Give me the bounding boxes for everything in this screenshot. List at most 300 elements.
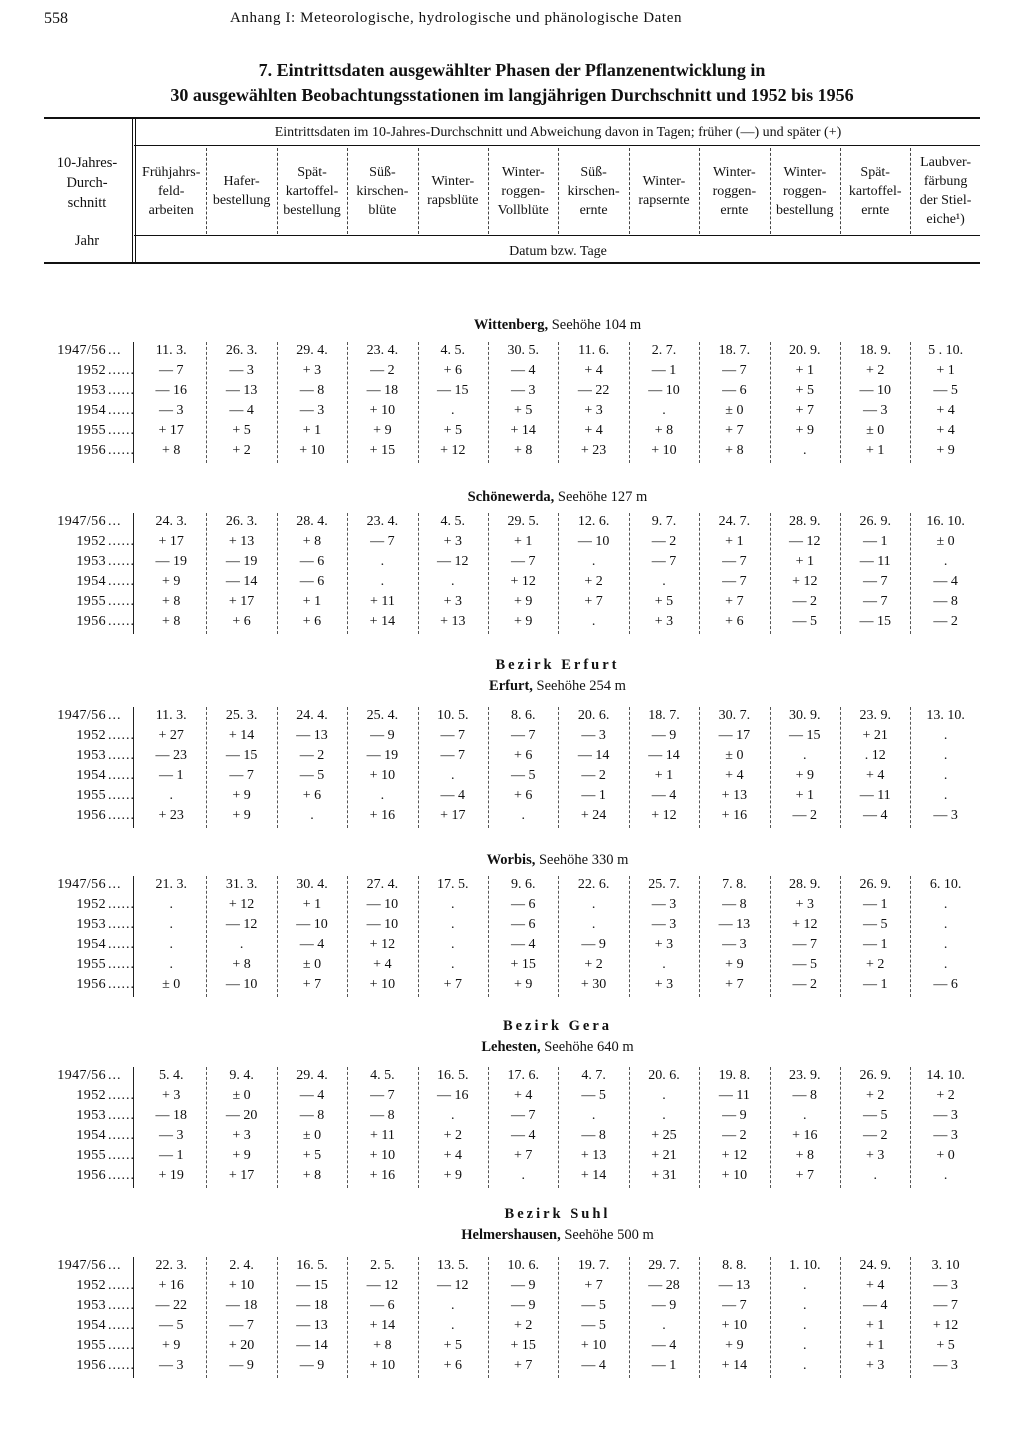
row-leader-dots: ...: [108, 708, 122, 723]
page-number: 558: [44, 10, 68, 27]
table-cell: — 19: [225, 553, 258, 569]
table-cell: + 2: [584, 573, 603, 589]
table-row: [44, 977, 980, 997]
table-row: [44, 728, 980, 748]
table-cell: — 8: [581, 1127, 606, 1143]
table-cell: .: [662, 573, 666, 589]
table-cell: 8. 8.: [722, 1258, 747, 1273]
row-leader-dots: ......: [108, 976, 135, 992]
table-row: [44, 708, 980, 728]
table-cell: 5. 4.: [158, 1068, 184, 1083]
station-elevation: Seehöhe 640 m: [544, 1039, 634, 1055]
table-cell: — 4: [299, 936, 325, 952]
row-year: 1955: [76, 956, 106, 972]
table-cell: .: [521, 1167, 525, 1183]
table-cell: — 15: [789, 727, 821, 743]
column-header-line: Süß-: [369, 164, 396, 180]
table-cell: — 2: [862, 1127, 888, 1143]
row-year: 1952: [76, 362, 106, 378]
table-cell: .: [803, 1337, 807, 1353]
table-cell: — 22: [155, 1297, 187, 1313]
table-cell: — 6: [722, 382, 747, 398]
table-cell: + 8: [161, 613, 181, 629]
column-header-line: Hafer-: [223, 174, 260, 189]
table-cell: + 5: [936, 1337, 955, 1353]
table-cell: + 6: [443, 1357, 462, 1373]
column-header: [347, 148, 417, 234]
table-row: [44, 403, 980, 423]
table-cell: + 10: [299, 442, 325, 458]
table-cell: — 2: [933, 613, 958, 629]
table-cell: — 1: [862, 976, 888, 992]
table-cell: + 2: [513, 1317, 533, 1333]
table-cell: — 12: [437, 1277, 469, 1293]
row-year: 1953: [76, 382, 106, 398]
row-leader-dots: ......: [108, 362, 135, 378]
table-cell: + 12: [932, 1317, 959, 1333]
column-header: [206, 148, 276, 234]
table-cell: + 0: [936, 1147, 955, 1163]
station-heading: [135, 1206, 980, 1244]
table-header: [44, 117, 980, 267]
table-cell: 23. 4.: [366, 343, 399, 358]
table-cell: .: [380, 573, 385, 589]
column-header: [558, 148, 628, 234]
table-cell: — 2: [299, 747, 325, 763]
column-divider: [699, 148, 700, 234]
column-header-line: ernte: [579, 202, 608, 218]
column-divider: [629, 148, 630, 234]
table-cell: + 1: [302, 896, 322, 912]
table-cell: — 5: [510, 767, 536, 783]
row-leader-dots: ......: [108, 767, 135, 783]
table-cell: — 9: [299, 1357, 325, 1373]
column-header-line: roggen-: [501, 183, 545, 199]
table-row: [44, 343, 980, 363]
row-year: 1947/56: [57, 877, 106, 892]
table-cell: + 9: [795, 767, 814, 783]
table-cell: — 4: [651, 1337, 677, 1353]
table-cell: ± 0: [162, 976, 181, 992]
table-cell: — 7: [862, 593, 888, 609]
table-cell: 24. 3.: [155, 514, 187, 529]
row-year: 1952: [76, 1277, 106, 1293]
table-cell: — 4: [299, 1087, 325, 1103]
column-divider: [910, 148, 911, 234]
table-cell: .: [943, 747, 948, 763]
table-cell: + 6: [302, 613, 322, 629]
table-cell: 9. 4.: [229, 1068, 254, 1083]
table-cell: .: [451, 956, 455, 972]
table-cell: ± 0: [936, 533, 955, 549]
table-cell: + 8: [654, 422, 674, 438]
table-cell: + 1: [865, 1317, 885, 1333]
table-cell: 24. 7.: [718, 514, 751, 529]
stub-divider: [132, 117, 133, 264]
table-cell: — 4: [229, 402, 254, 418]
table-cell: — 3: [933, 1107, 958, 1123]
table-cell: .: [451, 896, 455, 912]
table-cell: + 17: [158, 533, 184, 549]
table-cell: — 5: [581, 1317, 606, 1333]
table-cell: 29. 7.: [648, 1258, 680, 1273]
table-cell: .: [943, 1167, 948, 1183]
table-cell: — 7: [510, 727, 536, 743]
table-cell: .: [169, 787, 173, 803]
table-cell: — 8: [933, 593, 958, 609]
table-cell: + 7: [584, 593, 603, 609]
column-header-line: Spät-: [297, 164, 327, 180]
table-cell: — 5: [792, 956, 818, 972]
column-header-line: kartoffel-: [848, 183, 902, 199]
row-year: 1952: [76, 1087, 106, 1103]
station-elevation: Seehöhe 254 m: [536, 678, 626, 694]
column-divider: [558, 148, 559, 234]
table-cell: — 7: [510, 1107, 536, 1123]
table-cell: — 3: [862, 402, 888, 418]
table-cell: — 5: [933, 382, 958, 398]
table-cell: + 19: [158, 1167, 184, 1183]
table-row: [44, 1128, 980, 1148]
column-header-line: kirschen-: [567, 183, 620, 199]
table-cell: — 3: [581, 727, 606, 743]
table-cell: — 4: [862, 807, 888, 823]
table-row: [44, 748, 980, 768]
table-cell: — 5: [862, 1107, 888, 1123]
table-cell: + 1: [654, 767, 674, 783]
row-year: 1954: [76, 1317, 106, 1333]
table-cell: — 11: [859, 553, 891, 569]
table-cell: 13. 5.: [437, 1258, 469, 1273]
table-cell: .: [380, 553, 385, 569]
table-cell: .: [591, 1107, 596, 1123]
table-cell: — 2: [581, 767, 606, 783]
table-cell: — 20: [225, 1107, 258, 1123]
table-cell: — 8: [299, 382, 325, 398]
table-cell: 17. 5.: [437, 877, 469, 892]
column-header-line: bestellung: [776, 202, 834, 218]
table-cell: — 13: [296, 1317, 328, 1333]
row-leader-dots: ......: [108, 613, 135, 629]
station-name: Wittenberg,: [473, 317, 549, 333]
table-cell: — 12: [437, 553, 469, 569]
column-header-line: Winter-: [501, 164, 545, 180]
table-cell: + 21: [862, 727, 888, 743]
table-cell: — 3: [933, 1127, 958, 1143]
table-row: [44, 1338, 980, 1358]
row-year: 1953: [76, 916, 106, 932]
table-cell: 19. 7.: [577, 1258, 610, 1273]
table-cell: — 7: [229, 767, 254, 783]
table-cell: — 14: [225, 573, 258, 589]
table-cell: — 5: [792, 613, 818, 629]
table-cell: + 10: [369, 402, 396, 418]
column-header-line: rapsblüte: [427, 193, 479, 208]
table-cell: + 6: [232, 613, 251, 629]
station-heading: [135, 852, 980, 869]
table-row: [44, 514, 980, 534]
table-cell: + 25: [651, 1127, 677, 1143]
table-row: [44, 937, 980, 957]
table-cell: — 7: [158, 362, 184, 378]
table-cell: — 17: [718, 727, 751, 743]
column-header-line: Süß-: [580, 164, 607, 180]
table-cell: .: [943, 916, 948, 932]
table-cell: 28. 9.: [789, 514, 821, 529]
table-cell: — 7: [722, 553, 747, 569]
table-cell: + 16: [158, 1277, 184, 1293]
table-row: [44, 1278, 980, 1298]
table-cell: + 4: [584, 362, 603, 378]
table-cell: — 6: [299, 573, 325, 589]
column-header: [418, 148, 488, 234]
row-leader-dots: ...: [108, 514, 122, 529]
table-cell: + 9: [936, 442, 955, 458]
bezirk-heading: Bezirk Gera: [502, 1018, 613, 1034]
table-cell: + 3: [232, 1127, 251, 1143]
table-cell: 24. 4.: [296, 708, 328, 723]
column-header-line: Laubver-: [920, 155, 972, 170]
table-cell: + 14: [369, 1317, 396, 1333]
table-cell: + 9: [513, 976, 533, 992]
station-name: Lehesten,: [481, 1039, 541, 1055]
table-cell: + 9: [232, 787, 251, 803]
row-year: 1947/56: [57, 1068, 106, 1083]
table-cell: .: [943, 956, 948, 972]
table-cell: — 14: [577, 747, 610, 763]
table-cell: — 2: [792, 593, 818, 609]
table-row: [44, 1298, 980, 1318]
table-cell: + 5: [302, 1147, 322, 1163]
row-leader-dots: ......: [108, 553, 135, 569]
table-cell: .: [169, 916, 173, 932]
table-cell: + 3: [865, 1357, 885, 1373]
table-cell: 4. 5.: [440, 343, 466, 358]
row-year: 1954: [76, 573, 106, 589]
row-leader-dots: ......: [108, 1147, 135, 1163]
table-cell: — 15: [859, 613, 891, 629]
table-cell: — 9: [229, 1357, 254, 1373]
table-row: [44, 1088, 980, 1108]
table-cell: — 1: [158, 1147, 184, 1163]
table-cell: + 31: [651, 1167, 677, 1183]
table-cell: + 17: [440, 807, 466, 823]
table-cell: — 10: [366, 896, 399, 912]
table-cell: — 14: [296, 1337, 328, 1353]
column-header-line: Vollblüte: [497, 202, 549, 218]
table-cell: — 18: [296, 1297, 328, 1313]
station-heading: [135, 1018, 980, 1056]
row-leader-dots: ......: [108, 1107, 135, 1123]
table-cell: 9. 7.: [651, 514, 677, 529]
table-cell: — 28: [648, 1277, 680, 1293]
table-cell: + 3: [654, 613, 674, 629]
table-cell: .: [662, 1087, 666, 1103]
table-cell: + 17: [158, 422, 184, 438]
table-cell: + 1: [302, 593, 322, 609]
row-year: 1956: [76, 1167, 106, 1183]
table-cell: + 11: [369, 1127, 395, 1143]
table-cell: + 1: [865, 442, 885, 458]
table-cell: — 6: [933, 976, 958, 992]
table-cell: — 19: [366, 747, 399, 763]
table-cell: + 10: [721, 1167, 748, 1183]
row-leader-dots: ...: [108, 343, 122, 358]
row-leader-dots: ......: [108, 1127, 135, 1143]
table-cell: 20. 6.: [577, 708, 610, 723]
table-cell: — 14: [648, 747, 680, 763]
row-year: 1952: [76, 727, 106, 743]
row-leader-dots: ......: [108, 807, 135, 823]
table-cell: — 1: [581, 787, 606, 803]
row-leader-dots: ...: [108, 877, 122, 892]
table-cell: 18. 7.: [648, 708, 680, 723]
table-cell: ± 0: [725, 402, 744, 418]
row-leader-dots: ......: [108, 727, 135, 743]
table-cell: + 1: [302, 422, 322, 438]
row-leader-dots: ......: [108, 747, 135, 763]
table-cell: — 7: [440, 747, 466, 763]
table-cell: — 7: [862, 573, 888, 589]
table-cell: + 3: [795, 896, 814, 912]
table-cell: .: [239, 936, 244, 952]
table-cell: 25. 3.: [225, 708, 258, 723]
table-cell: 5 . 10.: [928, 343, 964, 358]
column-header-line: ernte: [720, 202, 749, 218]
column-divider: [418, 148, 419, 234]
table-cell: + 9: [795, 422, 814, 438]
row-leader-dots: ......: [108, 787, 135, 803]
table-cell: + 8: [513, 442, 533, 458]
table-row: [44, 808, 980, 828]
row-year: 1955: [76, 1147, 106, 1163]
stub-head-line-1: 10-Jahres-: [56, 155, 118, 171]
table-cell: 20. 6.: [648, 1068, 680, 1083]
station-line: [474, 317, 641, 333]
table-cell: + 4: [373, 956, 392, 972]
table-cell: + 15: [510, 1337, 536, 1353]
table-cell: — 7: [722, 362, 747, 378]
station-name: Worbis,: [486, 852, 536, 868]
table-cell: — 9: [581, 936, 606, 952]
row-leader-dots: ......: [108, 1317, 135, 1333]
table-cell: 2. 5.: [370, 1258, 395, 1273]
table-cell: 23. 4.: [366, 514, 399, 529]
table-cell: .: [521, 807, 525, 823]
table-cell: + 20: [228, 1337, 255, 1353]
table-row: [44, 1318, 980, 1338]
table-cell: — 15: [296, 1277, 328, 1293]
table-row: [44, 443, 980, 463]
table-cell: + 12: [369, 936, 396, 952]
table-cell: 28. 4.: [296, 514, 328, 529]
table-cell: — 6: [370, 1297, 395, 1313]
table-cell: + 3: [161, 1087, 181, 1103]
row-leader-dots: ......: [108, 1167, 135, 1183]
table-row: [44, 917, 980, 937]
table-cell: — 13: [296, 727, 328, 743]
table-cell: — 5: [158, 1317, 184, 1333]
table-cell: + 10: [228, 1277, 255, 1293]
table-cell: — 4: [510, 362, 536, 378]
table-cell: — 15: [225, 747, 258, 763]
table-cell: — 10: [296, 916, 328, 932]
station-line: [468, 489, 648, 505]
table-cell: — 10: [225, 976, 258, 992]
table-cell: — 9: [651, 727, 677, 743]
table-cell: + 7: [795, 1167, 814, 1183]
table-cell: + 2: [865, 362, 885, 378]
column-header-line: der Stiel-: [919, 193, 972, 208]
table-cell: .: [943, 936, 948, 952]
table-cell: + 1: [795, 553, 814, 569]
row-leader-dots: ......: [108, 1357, 135, 1373]
table-row: [44, 1258, 980, 1278]
column-header: [277, 148, 347, 234]
table-cell: .: [451, 916, 455, 932]
table-cell: — 10: [366, 916, 399, 932]
table-cell: .: [873, 1167, 877, 1183]
table-cell: — 7: [370, 533, 395, 549]
table-cell: 27. 4.: [366, 877, 399, 892]
table-cell: — 7: [722, 573, 747, 589]
table-cell: + 15: [510, 956, 536, 972]
station-elevation: Seehöhe 127 m: [557, 489, 648, 505]
table-cell: — 11: [859, 787, 891, 803]
table-cell: + 8: [302, 1167, 322, 1183]
table-cell: + 12: [440, 442, 466, 458]
row-leader-dots: ......: [108, 1277, 135, 1293]
table-row: [44, 1148, 980, 1168]
table-cell: — 2: [792, 976, 818, 992]
table-cell: 31. 3.: [225, 877, 258, 892]
row-leader-dots: ......: [108, 422, 135, 438]
table-cell: + 14: [510, 422, 536, 438]
table-cell: — 7: [229, 1317, 254, 1333]
table-cell: — 7: [792, 936, 818, 952]
table-cell: — 7: [933, 1297, 958, 1313]
row-year: 1947/56: [57, 514, 106, 529]
table-cell: + 1: [795, 362, 814, 378]
spanner-bottom: Datum bzw. Tage: [509, 243, 607, 259]
table-cell: 11. 3.: [155, 343, 187, 358]
table-cell: .: [943, 896, 948, 912]
table-cell: .: [662, 1107, 666, 1123]
row-year: 1947/56: [57, 343, 106, 358]
table-cell: — 3: [299, 402, 325, 418]
station-elevation: Seehöhe 330 m: [538, 852, 629, 868]
table-cell: + 7: [513, 1147, 533, 1163]
column-header: [629, 148, 699, 234]
row-leader-dots: ......: [108, 573, 135, 589]
running-title: Anhang I: Meteorologische, hydrologische und phänologische Daten: [230, 10, 683, 26]
table-cell: — 12: [789, 533, 821, 549]
table-cell: 22. 6.: [577, 877, 610, 892]
table-cell: — 3: [722, 936, 747, 952]
table-cell: — 16: [437, 1087, 469, 1103]
row-year: 1954: [76, 936, 106, 952]
table-cell: + 30: [580, 976, 607, 992]
spanner-top: Eintrittsdaten im 10-Jahres-Durchschnitt und Abweichung davon in Tagen; früher (—) und später (+): [274, 124, 842, 140]
table-cell: — 3: [933, 1277, 958, 1293]
table-cell: — 18: [225, 1297, 258, 1313]
table-cell: — 13: [718, 1277, 751, 1293]
table-cell: ± 0: [725, 747, 744, 763]
table-cell: 4. 5.: [370, 1068, 395, 1083]
table-cell: — 7: [651, 553, 677, 569]
table-cell: — 3: [229, 362, 254, 378]
table-cell: — 8: [370, 1107, 395, 1123]
